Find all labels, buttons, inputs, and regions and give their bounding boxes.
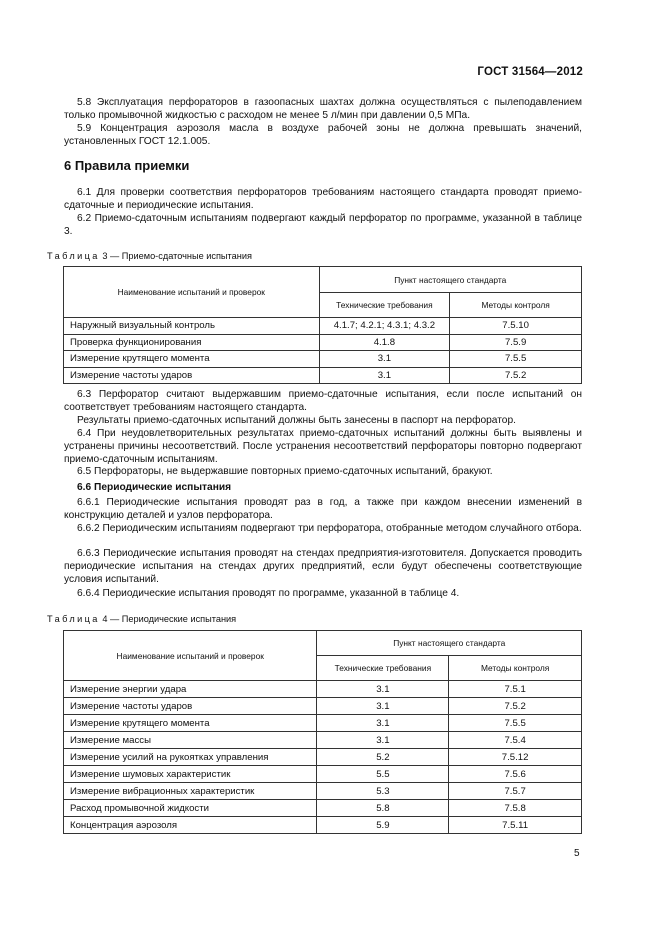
table-caption-text: 3 — Приемо-сдаточные испытания <box>102 251 252 261</box>
paragraph-5-8: 5.8 Эксплуатация перфораторов в газоопасных шахтах должна осуществляться с пылеподавлением только промывочной жидкостью с расходом не менее 5 л/мин при давлении 0,5 МПа. <box>64 97 582 122</box>
header-control-methods: Методы контроля <box>450 293 582 318</box>
header-standard-clause: Пункт настоящего стандарта <box>319 267 581 293</box>
paragraph-6-5: 6.5 Перфораторы, не выдержавшие повторных приемо-сдаточных испытаний, бракуют. <box>77 466 493 477</box>
paragraph-6-3: 6.3 Перфоратор считают выдержавшим приемо-сдаточные испытания, если после испытаний он соответствует требованиям настоящего стандарта. <box>64 389 582 414</box>
test-name-cell: Измерение частоты ударов <box>64 698 317 715</box>
paragraph-6-6-4: 6.6.4 Периодические испытания проводят по программе, указанной в таблице 4. <box>77 588 460 599</box>
header-control-methods: Методы контроля <box>449 656 582 681</box>
methods-cell: 7.5.8 <box>449 800 582 817</box>
requirements-cell: 3.1 <box>319 351 450 368</box>
methods-cell: 7.5.4 <box>449 732 582 749</box>
requirements-cell: 3.1 <box>317 681 449 698</box>
methods-cell: 7.5.2 <box>449 698 582 715</box>
requirements-cell: 5.8 <box>317 800 449 817</box>
requirements-cell: 5.9 <box>317 817 449 834</box>
test-name-cell: Измерение вибрационных характеристик <box>64 783 317 800</box>
table-row <box>64 351 582 368</box>
methods-cell: 7.5.11 <box>449 817 582 834</box>
header-standard-clause: Пункт настоящего стандарта <box>317 631 582 656</box>
table-row <box>64 783 582 800</box>
methods-cell: 7.5.2 <box>450 367 582 384</box>
table-row <box>64 766 582 783</box>
paragraph-6-6-1: 6.6.1 Периодические испытания проводят раз в год, а также при каждом внесении изменений в конструкцию деталей и узлов перфоратора. <box>64 497 582 522</box>
test-name-cell: Измерение усилий на рукоятках управления <box>64 749 317 766</box>
section-title: 6 Правила приемки <box>64 158 190 173</box>
methods-cell: 7.5.12 <box>449 749 582 766</box>
requirements-cell: 3.1 <box>317 698 449 715</box>
test-name-cell: Наружный визуальный контроль <box>64 318 320 335</box>
table-row <box>64 715 582 732</box>
test-name-cell: Измерение частоты ударов <box>64 367 320 384</box>
methods-cell: 7.5.6 <box>449 766 582 783</box>
paragraph-6-3-results: Результаты приемо-сдаточных испытаний должны быть занесены в паспорт на перфоратор. <box>77 415 516 426</box>
methods-cell: 7.5.9 <box>450 334 582 351</box>
header-test-name: Наименование испытаний и проверок <box>64 267 320 318</box>
requirements-cell: 3.1 <box>319 367 450 384</box>
table-caption-prefix: Таблица <box>47 614 100 624</box>
header-technical-requirements: Технические требования <box>317 656 449 681</box>
methods-cell: 7.5.10 <box>450 318 582 335</box>
paragraph-5-9: 5.9 Концентрация аэрозоля масла в воздухе рабочей зоны не должна превышать значений, установленных ГОСТ 12.1.005. <box>64 123 582 148</box>
requirements-cell: 5.5 <box>317 766 449 783</box>
table-row <box>64 681 582 698</box>
table-row <box>64 334 582 351</box>
table-row <box>64 698 582 715</box>
test-name-cell: Измерение крутящего момента <box>64 351 320 368</box>
table-4-caption <box>47 614 236 624</box>
page-number: 5 <box>574 848 580 859</box>
table-row <box>64 800 582 817</box>
test-name-cell: Расход промывочной жидкости <box>64 800 317 817</box>
requirements-cell: 4.1.7; 4.2.1; 4.3.1; 4.3.2 <box>319 318 450 335</box>
standard-designation: ГОСТ 31564—2012 <box>477 66 583 78</box>
test-name-cell: Измерение шумовых характеристик <box>64 766 317 783</box>
requirements-cell: 4.1.8 <box>319 334 450 351</box>
table-3 <box>63 266 582 384</box>
paragraph-6-6-3: 6.6.3 Периодические испытания проводят на стендах предприятия-изготовителя. Допускается проводить периодические испытания на стендах других предприятий, если будут обеспечены соответствующие условия испытаний. <box>64 548 582 586</box>
test-name-cell: Измерение крутящего момента <box>64 715 317 732</box>
header-test-name: Наименование испытаний и проверок <box>64 631 317 681</box>
subsection-6-6-title: 6.6 Периодические испытания <box>77 482 232 493</box>
table-4 <box>63 630 582 834</box>
table-row <box>64 817 582 834</box>
requirements-cell: 5.3 <box>317 783 449 800</box>
header-technical-requirements: Технические требования <box>319 293 450 318</box>
table-caption-text: 4 — Периодические испытания <box>102 614 237 624</box>
test-name-cell: Проверка функционирования <box>64 334 320 351</box>
methods-cell: 7.5.5 <box>450 351 582 368</box>
requirements-cell: 5.2 <box>317 749 449 766</box>
table-row <box>64 367 582 384</box>
paragraph-6-1: 6.1 Для проверки соответствия перфораторов требованиям настоящего стандарта проводят приемо-сдаточные и периодические испытания. <box>64 187 582 212</box>
test-name-cell: Измерение энергии удара <box>64 681 317 698</box>
paragraph-6-4: 6.4 При неудовлетворительных результатах приемо-сдаточных испытаний должны быть выявлены и устранены причины несоответствий. После устранения несоответствий перфораторы повторно подвергают приемо-сдаточным испытаниям. <box>64 428 582 466</box>
paragraph-6-2: 6.2 Приемо-сдаточным испытаниям подвергают каждый перфоратор по программе, указанной в таблице 3. <box>64 213 582 238</box>
table-row <box>64 318 582 335</box>
table-3-caption <box>47 251 252 261</box>
methods-cell: 7.5.7 <box>449 783 582 800</box>
paragraph-6-6-2: 6.6.2 Периодическим испытаниям подвергают три перфоратора, отобранные методом случайного отбора. <box>77 523 582 534</box>
test-name-cell: Измерение массы <box>64 732 317 749</box>
requirements-cell: 3.1 <box>317 715 449 732</box>
table-row <box>64 732 582 749</box>
table-caption-prefix: Таблица <box>47 251 100 261</box>
table-row <box>64 749 582 766</box>
methods-cell: 7.5.1 <box>449 681 582 698</box>
methods-cell: 7.5.5 <box>449 715 582 732</box>
test-name-cell: Концентрация аэрозоля <box>64 817 317 834</box>
requirements-cell: 3.1 <box>317 732 449 749</box>
